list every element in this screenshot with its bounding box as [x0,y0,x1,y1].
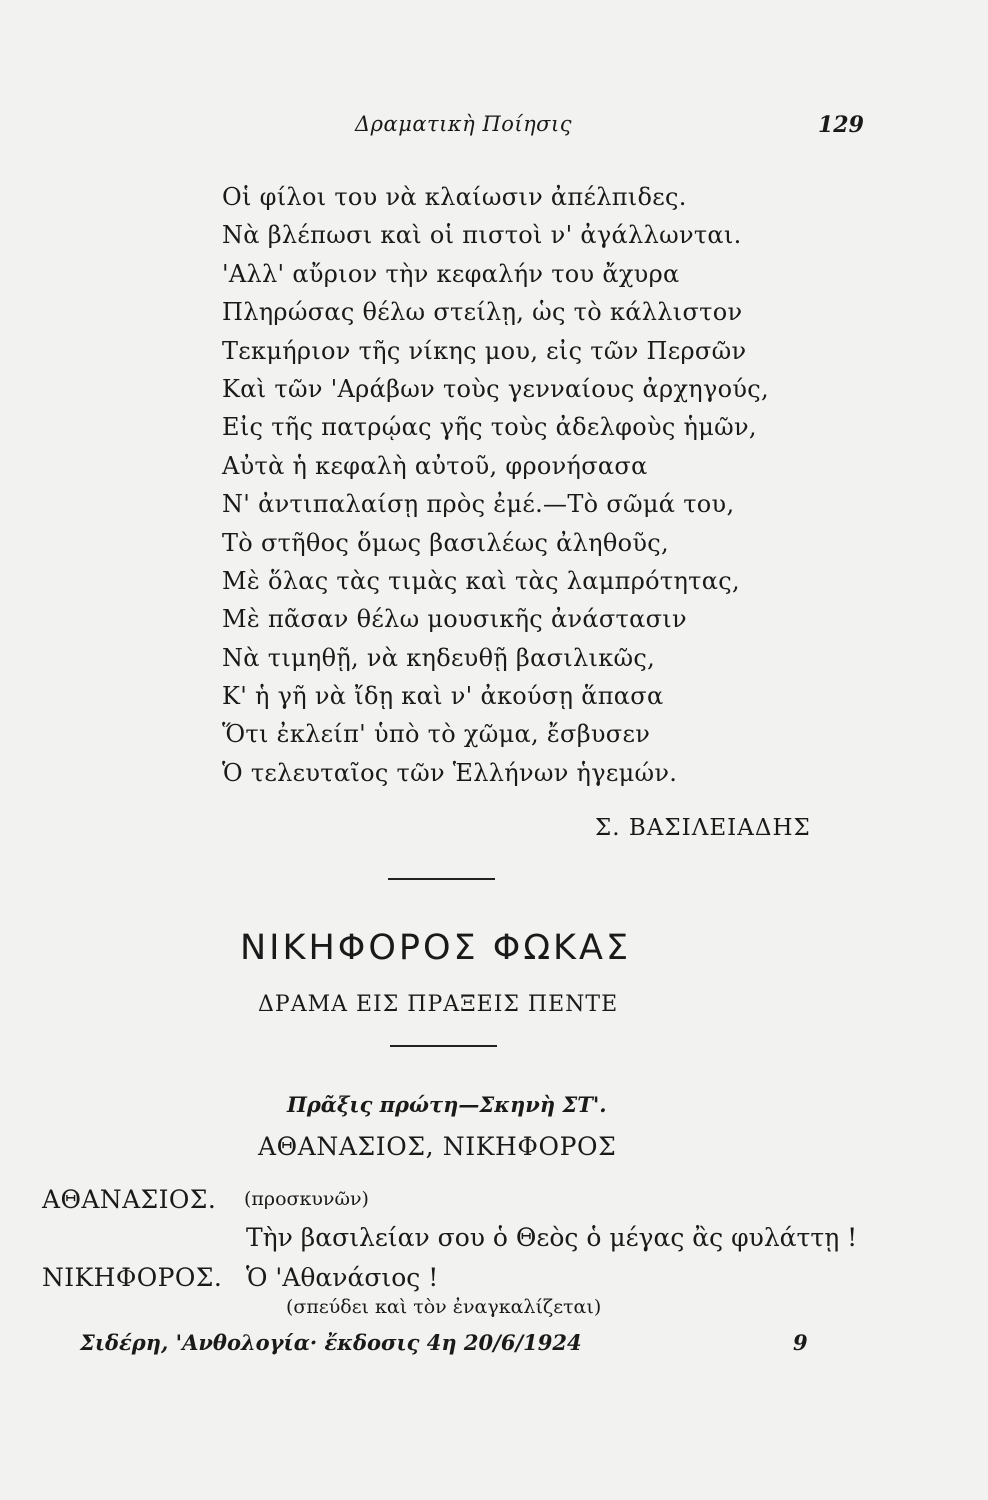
verse-line: Ν' ἀντιπαλαίσῃ πρὸς ἐμέ.—Τὸ σῶμά του, [222,490,735,519]
verse-line: Εἰς τῆς πατρῴας γῆς τοὺς ἀδελφοὺς ἡμῶν, [222,413,757,442]
verse-line: Πληρώσας θέλω στείλῃ, ὡς τὸ κάλλιστον [222,298,743,327]
verse-block [222,178,842,792]
dialogue-line: Τὴν βασιλείαν σου ὁ Θεὸς ὁ μέγας ἂς φυλάττῃ ! [246,1223,858,1252]
verse-line: Τεκμήριον τῆς νίκης μου, εἰς τῶν Περσῶν [222,336,747,365]
verse-line: 'Αλλ' αὔριον τὴν κεφαλήν του ἄχυρα [222,259,680,288]
verse-line: Ὅτι ἐκλείπ' ὑπὸ τὸ χῶμα, ἔσβυσεν [222,720,651,749]
verse-line: Νὰ τιμηθῇ, νὰ κηδευθῇ βασιλικῶς, [222,643,656,672]
verse-line: Καὶ τῶν 'Αράβων τοὺς γενναίους ἀρχηγούς, [222,374,769,403]
section-divider [390,1045,497,1047]
stage-direction: (σπεύδει καὶ τὸν ἐναγκαλίζεται) [286,1296,602,1318]
scene-characters: ΑΘΑΝΑΣΙΟΣ, ΝΙΚΗΦΟΡΟΣ [258,1132,617,1161]
page-number: 129 [818,112,864,138]
footer-imprint: Σιδέρη, 'Ανθολογία· ἔκδοσις 4η 20/6/1924 [80,1330,582,1355]
signature-mark: 9 [793,1330,808,1355]
verse-line: Μὲ πᾶσαν θέλω μουσικῆς ἀνάστασιν [222,605,687,634]
verse-line: Κ' ἡ γῆ νὰ ἴδῃ καὶ ν' ἀκούσῃ ἅπασα [222,682,664,711]
verse-line: Τὸ στῆθος ὅμως βασιλέως ἀληθοῦς, [222,528,669,557]
speaker-name: ΝΙΚΗΦΟΡΟΣ. [42,1263,223,1292]
play-subtitle: ΔΡΑΜΑ ΕΙΣ ΠΡΑΞΕΙΣ ΠΕΝΤΕ [258,992,619,1017]
verse-line: Νὰ βλέπωσι καὶ οἱ πιστοὶ ν' ἀγάλλωνται. [222,221,742,250]
stage-direction: (προσκυνῶν) [244,1188,369,1210]
running-title: Δραματικὴ Ποίησις [355,112,573,136]
verse-line: Ὁ τελευταῖος τῶν Ἑλλήνων ἡγεμών. [222,758,678,787]
page-footer [0,1330,988,1362]
act-heading: Πρᾶξις πρώτη—Σκηνὴ ΣΤ'. [287,1092,607,1117]
speaker-name: ΑΘΑΝΑΣΙΟΣ. [42,1185,217,1214]
verse-line: Οἱ φίλοι του νὰ κλαίωσιν ἀπέλπιδες. [222,183,687,211]
author-signature: Σ. ΒΑΣΙΛΕΙΑΔΗΣ [595,815,811,841]
verse-line: Αὐτὰ ἡ κεφαλὴ αὐτοῦ, φρονήσασα [222,451,648,480]
play-title: ΝΙΚΗΦΟΡΟΣ ΦΩΚΑΣ [240,928,632,968]
verse-line: Μὲ ὅλας τὰς τιμὰς καὶ τὰς λαμπρότητας, [222,566,740,595]
dialogue-line: Ὁ 'Αθανάσιος ! [246,1263,439,1292]
running-head [0,112,988,142]
section-divider [388,878,495,880]
